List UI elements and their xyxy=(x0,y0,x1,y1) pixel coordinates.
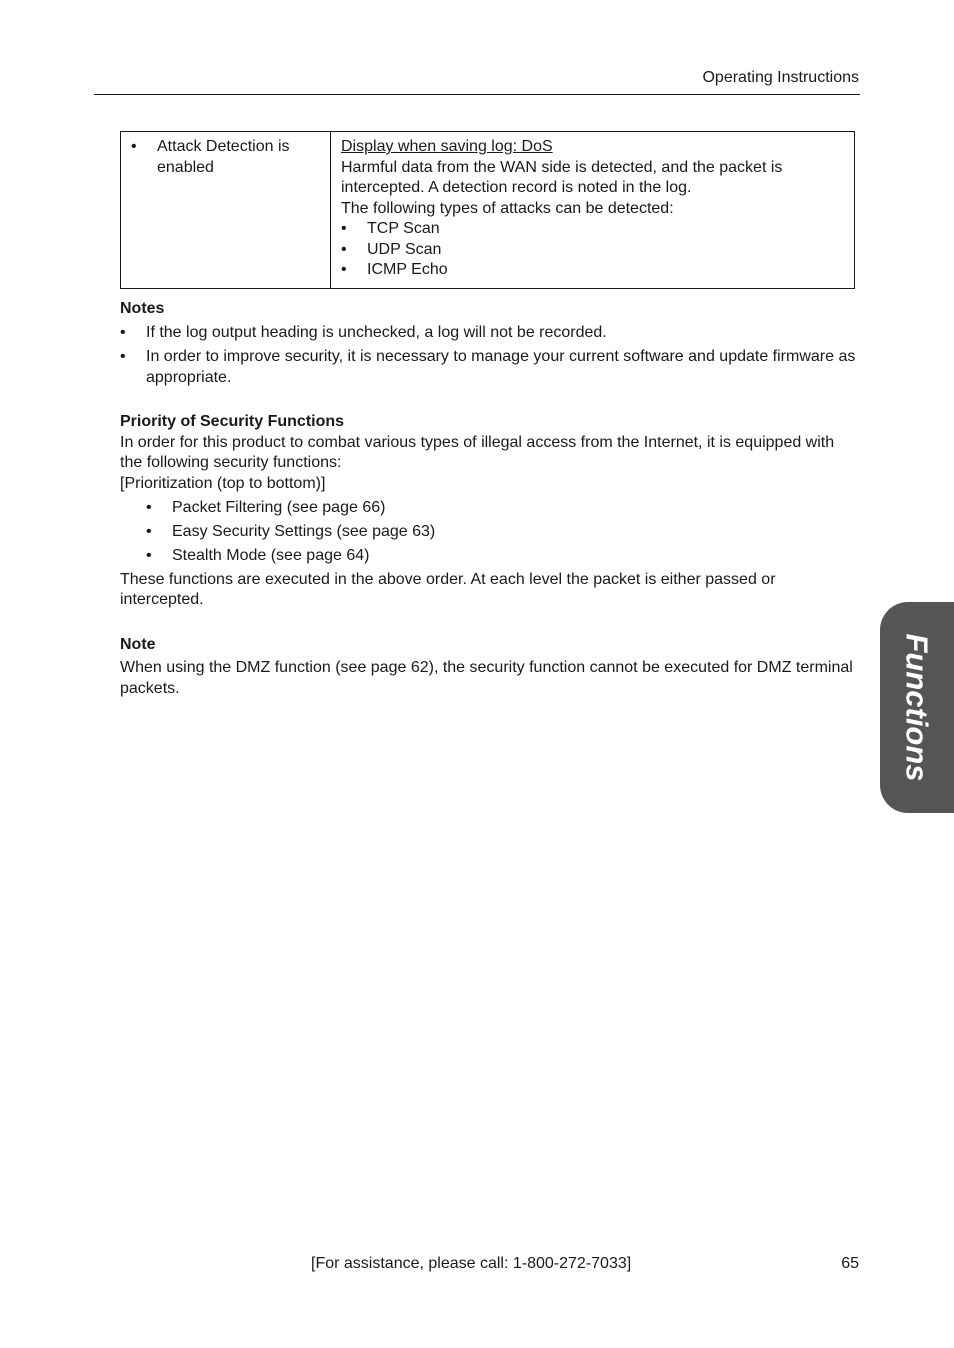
page-number: 65 xyxy=(841,1255,859,1272)
section-tab-label: Functions xyxy=(899,633,935,782)
note-text: If the log output heading is unchecked, a log will not be recorded. xyxy=(146,323,607,341)
bullet-icon: • xyxy=(131,138,137,155)
bullet-icon: • xyxy=(341,220,347,237)
attack-detection-table xyxy=(120,131,855,289)
bullet-icon: • xyxy=(341,240,347,258)
header-divider xyxy=(94,94,860,95)
page-header-title: Operating Instructions xyxy=(702,69,859,86)
list-item xyxy=(146,522,860,543)
attack-type-tcp: TCP Scan xyxy=(367,220,440,237)
bullet-icon: • xyxy=(146,498,152,516)
table-row xyxy=(121,132,855,289)
list-item xyxy=(341,240,844,261)
section-tab-label-wrap xyxy=(880,602,954,813)
list-item xyxy=(341,219,844,240)
prioritization-label: [Prioritization (top to bottom)] xyxy=(120,474,326,492)
priority-heading: Priority of Security Functions xyxy=(120,413,345,430)
priority-item: Packet Filtering (see page 66) xyxy=(172,498,386,516)
note-text: In order to improve security, it is necessary to manage your current software and update firmware as appropriate. xyxy=(146,348,856,386)
priority-item: Stealth Mode (see page 64) xyxy=(172,546,370,564)
bullet-icon: • xyxy=(146,522,152,540)
footer-assistance: [For assistance, please call: 1-800-272-7033] xyxy=(311,1255,632,1272)
dmz-note-text: When using the DMZ function (see page 62), the security function cannot be executed for DMZ terminal packets. xyxy=(120,659,853,697)
list-item xyxy=(341,260,844,281)
list-item xyxy=(120,347,860,388)
attack-description: Harmful data from the WAN side is detected, and the packet is intercepted. A detection record is noted in the log. xyxy=(341,158,783,196)
priority-after-text: These functions are executed in the above order. At each level the packet is either passed or intercepted. xyxy=(120,570,776,608)
section-tab-functions xyxy=(880,602,954,813)
priority-item: Easy Security Settings (see page 63) xyxy=(172,522,436,540)
list-item xyxy=(146,498,860,519)
setting-label: Attack Detection is enabled xyxy=(157,138,290,176)
table-cell-description xyxy=(331,132,855,289)
priority-intro: In order for this product to combat various types of illegal access from the Internet, it is equipped with the following security functions: xyxy=(120,433,835,471)
table-cell-setting xyxy=(121,132,331,289)
notes-heading: Notes xyxy=(120,299,165,317)
log-display-heading: Display when saving log: DoS xyxy=(341,138,553,155)
page-content xyxy=(120,131,860,699)
setting-item xyxy=(131,137,320,178)
list-item xyxy=(146,546,860,567)
bullet-icon: • xyxy=(341,261,347,278)
bullet-icon: • xyxy=(120,348,126,365)
attack-type-udp: UDP Scan xyxy=(367,240,442,258)
note-heading: Note xyxy=(120,635,156,653)
attack-types-intro: The following types of attacks can be detected: xyxy=(341,199,674,217)
bullet-icon: • xyxy=(146,546,152,564)
attack-type-icmp: ICMP Echo xyxy=(367,261,448,278)
priority-list xyxy=(120,498,860,567)
bullet-icon: • xyxy=(120,323,126,341)
list-item xyxy=(120,323,860,344)
